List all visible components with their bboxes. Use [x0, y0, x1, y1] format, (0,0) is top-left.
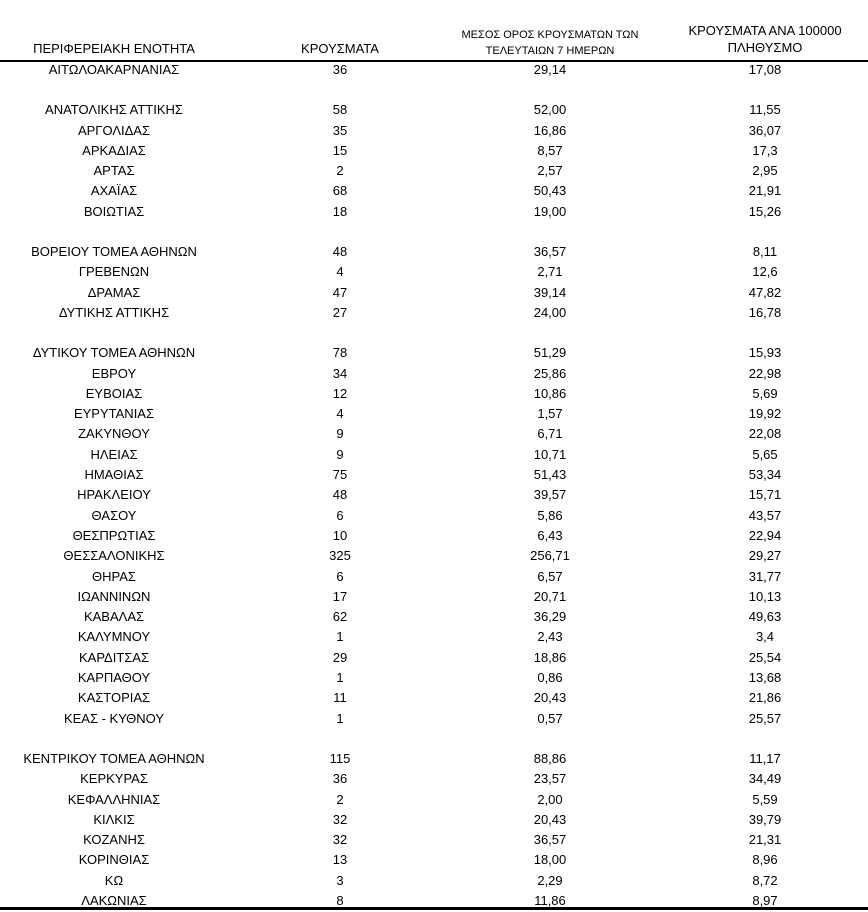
region-cell: ΚΑΛΥΜΝΟΥ [77, 629, 151, 645]
per100k-cell: 17,08 [748, 62, 782, 77]
table-row [0, 810, 868, 830]
cases-cell: 17 [332, 588, 348, 604]
per100k-cell: 8,96 [752, 852, 778, 868]
table-row [0, 404, 868, 424]
per100k-cell: 12,6 [752, 264, 778, 280]
avg7-cell: 39,14 [533, 284, 567, 300]
cases-cell: 58 [332, 102, 348, 118]
per100k-cell: 15,93 [748, 345, 782, 361]
per100k-cell: 29,27 [748, 548, 782, 564]
cases-cell: 15 [332, 142, 348, 158]
avg7-cell: 23,57 [533, 771, 567, 787]
avg7-cell: 51,29 [533, 345, 567, 361]
region-cell: ΚΕΝΤΡΙΚΟΥ ΤΟΜΕΑ ΑΘΗΝΩΝ [23, 750, 205, 766]
avg7-cell: 256,71 [530, 548, 570, 564]
per100k-cell: 22,94 [748, 527, 782, 543]
avg7-cell: 8,57 [537, 142, 563, 158]
table-row [0, 161, 868, 181]
cases-cell: 1 [336, 670, 344, 686]
column-header-cases [280, 40, 400, 57]
table-row [0, 850, 868, 870]
table-row [0, 424, 868, 444]
region-cell: ΓΡΕΒΕΝΩΝ [78, 264, 150, 280]
table-row [0, 485, 868, 505]
cases-cell: 2 [336, 163, 344, 179]
cases-cell: 1 [336, 710, 344, 726]
region-cell: ΚΕΑΣ - ΚΥΘΝΟΥ [63, 710, 165, 726]
table-row [0, 769, 868, 789]
per100k-cell: 8,97 [752, 892, 778, 908]
per100k-cell: 47,82 [748, 284, 782, 300]
region-cell: ΖΑΚΥΝΘΟΥ [78, 426, 150, 442]
region-cell: ΚΑΣΤΟΡΙΑΣ [77, 690, 151, 706]
per100k-cell: 15,71 [748, 487, 782, 503]
cases-cell: 48 [332, 487, 348, 503]
cases-cell: 9 [336, 426, 344, 442]
cases-cell: 62 [332, 609, 348, 625]
avg7-cell: 19,00 [533, 203, 567, 219]
avg7-cell: 50,43 [533, 183, 567, 199]
table-row [0, 749, 868, 769]
avg7-cell: 0,57 [537, 710, 563, 726]
avg7-cell: 18,00 [533, 852, 567, 868]
per100k-cell: 13,68 [748, 670, 782, 686]
region-cell: ΕΥΡΥΤΑΝΙΑΣ [73, 406, 155, 422]
cases-cell: 325 [329, 548, 351, 564]
avg7-cell: 5,86 [537, 507, 563, 523]
region-cell: ΕΥΒΟΙΑΣ [85, 385, 143, 401]
per100k-cell: 36,07 [748, 122, 782, 138]
region-cell: ΚΟΡΙΝΘΙΑΣ [78, 852, 150, 868]
table-row [0, 262, 868, 282]
per100k-cell: 5,69 [752, 385, 778, 401]
per100k-cell: 21,31 [748, 832, 782, 848]
table-row [0, 648, 868, 668]
avg7-cell: 6,71 [537, 426, 563, 442]
per100k-cell: 53,34 [748, 467, 782, 483]
region-cell: ΛΑΚΩΝΙΑΣ [81, 892, 147, 908]
cases-cell: 8 [336, 892, 344, 908]
table-row [0, 60, 868, 80]
avg7-cell: 20,71 [533, 588, 567, 604]
per100k-cell: 19,92 [748, 406, 782, 422]
avg7-cell: 10,86 [533, 385, 567, 401]
region-cell: ΚΕΡΚΥΡΑΣ [80, 771, 148, 787]
per100k-cell: 25,54 [748, 649, 782, 665]
avg7-cell: 24,00 [533, 304, 567, 320]
avg7-cell: 16,86 [533, 122, 567, 138]
table-row [0, 384, 868, 404]
avg7-cell: 36,57 [533, 832, 567, 848]
avg7-cell: 2,71 [537, 264, 563, 280]
column-header-avg7-line1: ΜΕΣΟΣ ΟΡΟΣ ΚΡΟΥΣΜΑΤΩΝ ΤΩΝ [461, 29, 639, 41]
cases-cell: 1 [336, 629, 344, 645]
per100k-cell: 31,77 [748, 568, 782, 584]
column-header-cases-label: ΚΡΟΥΣΜΑΤΑ [301, 41, 379, 56]
avg7-cell: 36,57 [533, 244, 567, 260]
avg7-cell: 18,86 [533, 649, 567, 665]
column-header-region-label: ΠΕΡΙΦΕΡΕΙΑΚΗ ΕΝΟΤΗΤΑ [33, 41, 195, 56]
region-cell: ΘΕΣΠΡΩΤΙΑΣ [72, 527, 156, 543]
region-cell: ΘΗΡΑΣ [92, 568, 136, 584]
region-cell: ΑΙΤΩΛΟΑΚΑΡΝΑΝΙΑΣ [48, 62, 180, 77]
region-cell: ΑΧΑΪΑΣ [90, 183, 138, 199]
region-cell: ΔΡΑΜΑΣ [87, 284, 141, 300]
table-row [0, 202, 868, 222]
per100k-cell: 11,17 [749, 750, 781, 766]
per100k-cell: 49,63 [748, 609, 782, 625]
per100k-cell: 5,65 [752, 446, 778, 462]
region-cell: ΚΑΡΠΑΘΟΥ [77, 670, 151, 686]
cases-cell: 10 [332, 527, 348, 543]
region-cell: ΘΑΣΟΥ [91, 507, 137, 523]
region-cell: ΙΩΑΝΝΙΝΩΝ [77, 588, 151, 604]
avg7-cell: 25,86 [533, 365, 567, 381]
cases-cell: 48 [332, 244, 348, 260]
region-cell: ΒΟΡΕΙΟΥ ΤΟΜΕΑ ΑΘΗΝΩΝ [31, 244, 197, 260]
column-header-avg7 [430, 27, 670, 59]
avg7-cell: 2,57 [537, 163, 563, 179]
per100k-cell: 34,49 [748, 771, 782, 787]
cases-cell: 4 [336, 264, 344, 280]
avg7-cell: 6,43 [537, 527, 563, 543]
table-row [0, 141, 868, 161]
table-row [0, 790, 868, 810]
table-row [0, 343, 868, 363]
region-cell: ΔΥΤΙΚΗΣ ΑΤΤΙΚΗΣ [58, 304, 170, 320]
table-row [0, 506, 868, 526]
cases-cell: 9 [336, 446, 344, 462]
column-header-per100k-line1: ΚΡΟΥΣΜΑΤΑ ΑΝΑ 100000 [688, 23, 842, 38]
avg7-cell: 20,43 [533, 811, 567, 827]
region-cell: ΑΡΚΑΔΙΑΣ [82, 142, 146, 158]
per100k-cell: 43,57 [748, 507, 782, 523]
region-cell: ΕΒΡΟΥ [91, 365, 137, 381]
region-cell: ΚΟΖΑΝΗΣ [83, 832, 145, 848]
avg7-cell: 29,14 [533, 62, 567, 77]
cases-cell: 35 [332, 122, 348, 138]
avg7-cell: 6,57 [537, 568, 563, 584]
cases-cell: 3 [336, 872, 344, 888]
region-cell: ΚΙΛΚΙΣ [93, 811, 135, 827]
table-row [0, 364, 868, 384]
avg7-cell: 2,43 [537, 629, 563, 645]
per100k-cell: 5,59 [752, 791, 778, 807]
avg7-cell: 11,86 [534, 892, 566, 908]
table-row [0, 303, 868, 323]
table-row [0, 871, 868, 891]
cases-cell: 18 [332, 203, 348, 219]
per100k-cell: 17,3 [752, 142, 778, 158]
region-cell: ΔΥΤΙΚΟΥ ΤΟΜΕΑ ΑΘΗΝΩΝ [32, 345, 196, 361]
cases-cell: 11 [333, 690, 347, 706]
column-header-per100k [665, 22, 865, 56]
cases-cell: 36 [332, 62, 348, 77]
table-row [0, 830, 868, 850]
column-header-region [0, 40, 228, 57]
region-cell: ΑΡΤΑΣ [93, 163, 135, 179]
per100k-cell: 22,98 [748, 365, 782, 381]
per100k-cell: 16,78 [748, 304, 782, 320]
cases-cell: 68 [332, 183, 348, 199]
cases-cell: 34 [332, 365, 348, 381]
table-row [0, 283, 868, 303]
per100k-cell: 2,95 [752, 163, 778, 179]
per100k-cell: 8,11 [752, 244, 778, 260]
per100k-cell: 22,08 [748, 426, 782, 442]
table-row [0, 688, 868, 708]
cases-table-body [0, 60, 868, 911]
avg7-cell: 10,71 [533, 446, 567, 462]
region-cell: ΘΕΣΣΑΛΟΝΙΚΗΣ [63, 548, 165, 564]
per100k-cell: 39,79 [748, 811, 782, 827]
region-cell: ΒΟΙΩΤΙΑΣ [83, 203, 145, 219]
avg7-cell: 2,29 [537, 872, 563, 888]
cases-cell: 13 [332, 852, 348, 868]
table-row [0, 181, 868, 201]
avg7-cell: 88,86 [533, 750, 567, 766]
region-cell: ΚΑΡΔΙΤΣΑΣ [78, 649, 150, 665]
per100k-cell: 10,13 [748, 588, 782, 604]
cases-cell: 32 [332, 811, 348, 827]
cases-cell: 2 [336, 791, 344, 807]
table-row [0, 546, 868, 566]
cases-cell: 6 [336, 568, 344, 584]
region-cell: ΚΑΒΑΛΑΣ [83, 609, 145, 625]
region-cell: ΗΡΑΚΛΕΙΟΥ [77, 487, 151, 503]
avg7-cell: 36,29 [533, 609, 567, 625]
table-row [0, 465, 868, 485]
region-cell: ΚΩ [104, 872, 124, 888]
cases-cell: 6 [336, 507, 344, 523]
table-row [0, 100, 868, 120]
column-header-per100k-line2: ΠΛΗΘΥΣΜΟ [727, 40, 803, 55]
table-row [0, 567, 868, 587]
table-row [0, 668, 868, 688]
table-row [0, 121, 868, 141]
per100k-cell: 15,26 [748, 203, 782, 219]
table-row [0, 627, 868, 647]
cases-cell: 4 [336, 406, 344, 422]
avg7-cell: 1,57 [537, 406, 563, 422]
region-cell: ΑΝΑΤΟΛΙΚΗΣ ΑΤΤΙΚΗΣ [45, 102, 183, 118]
region-cell: ΚΕΦΑΛΛΗΝΙΑΣ [67, 791, 161, 807]
table-row [0, 526, 868, 546]
cases-cell: 47 [332, 284, 348, 300]
cases-cell: 75 [332, 467, 348, 483]
cases-cell: 12 [332, 385, 348, 401]
table-row [0, 242, 868, 262]
avg7-cell: 0,86 [537, 670, 563, 686]
region-cell: ΗΜΑΘΙΑΣ [84, 467, 144, 483]
per100k-cell: 21,91 [748, 183, 782, 199]
region-cell: ΑΡΓΟΛΙΔΑΣ [77, 122, 151, 138]
cases-cell: 29 [332, 649, 348, 665]
avg7-cell: 39,57 [533, 487, 567, 503]
cases-cell: 32 [332, 832, 348, 848]
cases-cell: 115 [329, 750, 351, 766]
per100k-cell: 25,57 [748, 710, 782, 726]
table-row [0, 445, 868, 465]
cases-cell: 36 [332, 771, 348, 787]
avg7-cell: 20,43 [533, 690, 567, 706]
table-row [0, 587, 868, 607]
table-row [0, 709, 868, 729]
per100k-cell: 8,72 [752, 872, 778, 888]
per100k-cell: 11,55 [749, 102, 781, 118]
bottom-divider [0, 907, 868, 910]
column-header-avg7-line2: ΤΕΛΕΥΤΑΙΩΝ 7 ΗΜΕΡΩΝ [485, 45, 615, 57]
cases-cell: 27 [332, 304, 348, 320]
avg7-cell: 51,43 [533, 467, 567, 483]
per100k-cell: 3,4 [755, 629, 775, 645]
cases-cell: 78 [332, 345, 348, 361]
avg7-cell: 52,00 [533, 102, 567, 118]
table-row [0, 607, 868, 627]
avg7-cell: 2,00 [537, 791, 563, 807]
region-cell: ΗΛΕΙΑΣ [90, 446, 138, 462]
per100k-cell: 21,86 [748, 690, 782, 706]
